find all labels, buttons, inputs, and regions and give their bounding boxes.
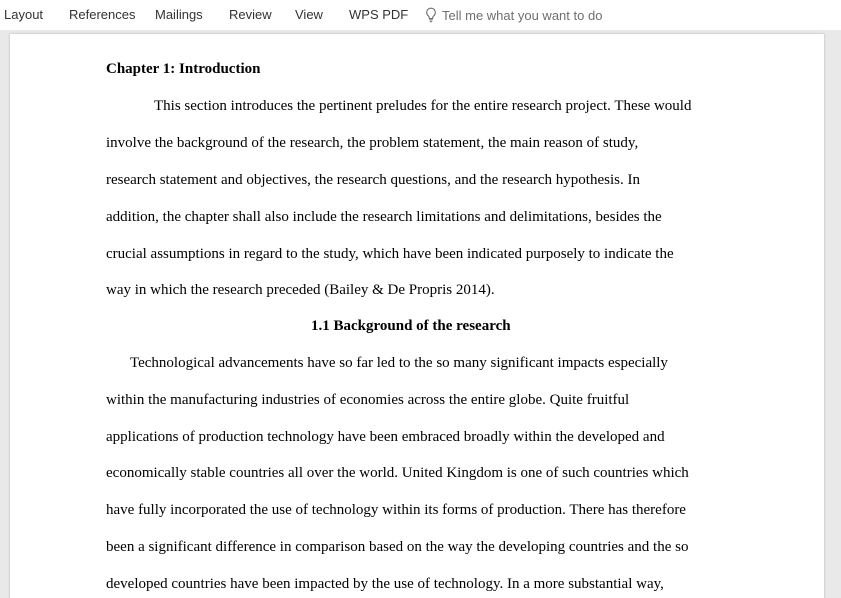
tell-me-label: Tell me what you want to do — [442, 7, 603, 23]
background-line: been a significant difference in comparison based on the way the developing countries and the so — [106, 539, 689, 555]
menu-layout[interactable]: Layout — [4, 7, 44, 22]
intro-line: research statement and objectives, the research questions, and the research hypothesis. In — [106, 172, 640, 188]
document-page[interactable] — [10, 34, 824, 598]
lightbulb-icon — [425, 7, 437, 23]
section-heading: 1.1 Background of the research — [311, 318, 511, 334]
background-line: Technological advancements have so far led to the so many significant impacts especially — [130, 355, 668, 371]
menu-wps-pdf[interactable]: WPS PDF — [349, 7, 409, 22]
document-canvas[interactable] — [0, 30, 841, 598]
background-line: have fully incorporated the use of technology within its forms of production. There has therefore — [106, 502, 686, 518]
background-line: applications of production technology have been embraced broadly within the developed and — [106, 429, 665, 445]
menu-references[interactable]: References — [69, 7, 136, 22]
background-line: within the manufacturing industries of economies across the entire globe. Quite fruitful — [106, 392, 630, 408]
intro-line: involve the background of the research, the problem statement, the main reason of study, — [106, 135, 639, 151]
chapter-heading: Chapter 1: Introduction — [106, 61, 261, 77]
intro-line: This section introduces the pertinent preludes for the entire research project. These would — [154, 98, 692, 114]
tell-me-search[interactable] — [425, 5, 602, 25]
ribbon-menu-bar — [0, 0, 841, 30]
intro-line: addition, the chapter shall also include the research limitations and delimitations, besides the — [106, 209, 662, 225]
background-line: developed countries have been impacted by the use of technology. In a more substantial way, — [106, 576, 664, 592]
menu-mailings[interactable]: Mailings — [155, 7, 203, 22]
intro-line: crucial assumptions in regard to the study, which have been indicated purposely to indicate the — [106, 246, 674, 262]
menu-view[interactable]: View — [295, 7, 323, 22]
background-line: economically stable countries all over the world. United Kingdom is one of such countries which — [106, 465, 689, 481]
intro-line: way in which the research preceded (Bailey & De Propris 2014). — [106, 282, 495, 298]
menu-review[interactable]: Review — [229, 7, 272, 22]
